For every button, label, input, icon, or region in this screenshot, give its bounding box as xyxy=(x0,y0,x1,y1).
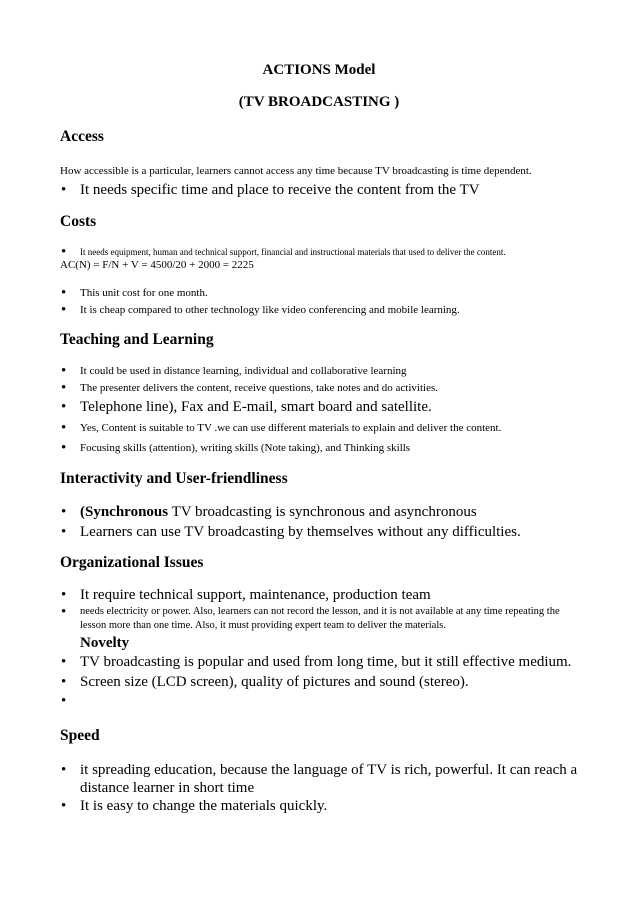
heading-novelty: Novelty xyxy=(80,635,130,651)
novelty-bullet: • TV broadcasting is popular and used from long time, but it still effective medium. xyxy=(60,652,578,672)
document-title: ACTIONS Model xyxy=(262,62,376,78)
speed-bullet: • It is easy to change the materials quickly. xyxy=(60,797,578,816)
teaching-bullet: • It could be used in distance learning, individual and collaborative learning xyxy=(60,363,578,380)
organizational-bullet: • It require technical support, maintenance, production team xyxy=(60,586,578,605)
teaching-bullet: • The presenter delivers the content, receive questions, take notes and do activities. xyxy=(60,380,578,397)
heading-teaching-learning: Teaching and Learning xyxy=(60,331,214,348)
empty-bullet xyxy=(60,692,578,712)
heading-speed: Speed xyxy=(60,727,100,744)
organizational-bullet: • needs electricity or power. Also, learners can not record the lesson, and it is not available at any time repeating the lesson more than one time. Also, it must providing expert team to deliver the materials. xyxy=(60,605,578,633)
teaching-bullet: • Telephone line), Fax and E-mail, smart board and satellite. xyxy=(60,397,578,418)
access-intro: How accessible is a particular, learners cannot access any time because TV broadcasting is time dependent. xyxy=(60,165,532,177)
teaching-bullet: • Yes, Content is suitable to TV .we can use different materials to explain and deliver the content. xyxy=(60,418,578,438)
access-bullet: • It needs specific time and place to receive the content from the TV xyxy=(60,181,578,200)
costs-bullet: • It is cheap compared to other technology like video conferencing and mobile learning. xyxy=(60,302,578,319)
speed-bullet: • it spreading education, because the language of TV is rich, powerful. It can reach a distance learner in short time xyxy=(60,761,578,797)
novelty-bullet: • Screen size (LCD screen), quality of pictures and sound (stereo). xyxy=(60,672,578,692)
document-subtitle: (TV BROADCASTING ) xyxy=(238,94,400,110)
heading-interactivity: Interactivity and User-friendliness xyxy=(60,470,288,487)
heading-access: Access xyxy=(60,128,104,145)
cost-formula: AC(N) = F/N + V = 4500/20 + 2000 = 2225 xyxy=(60,259,254,271)
interactivity-bullet: • Learners can use TV broadcasting by themselves without any difficulties. xyxy=(60,522,578,542)
synchronous-label: (Synchronous xyxy=(80,504,169,520)
costs-bullet: • This unit cost for one month. xyxy=(60,285,578,302)
interactivity-bullet xyxy=(60,502,578,522)
heading-organizational-issues: Organizational Issues xyxy=(60,554,204,571)
heading-costs: Costs xyxy=(60,213,97,230)
teaching-bullet: • Focusing skills (attention), writing skills (Note taking), and Thinking skills xyxy=(60,438,578,458)
interactivity-bullet-text: TV broadcasting is synchronous and asynchronous xyxy=(168,504,477,520)
costs-bullet: • It needs equipment, human and technical support, financial and instructional materials that used to deliver the content. xyxy=(60,246,578,259)
